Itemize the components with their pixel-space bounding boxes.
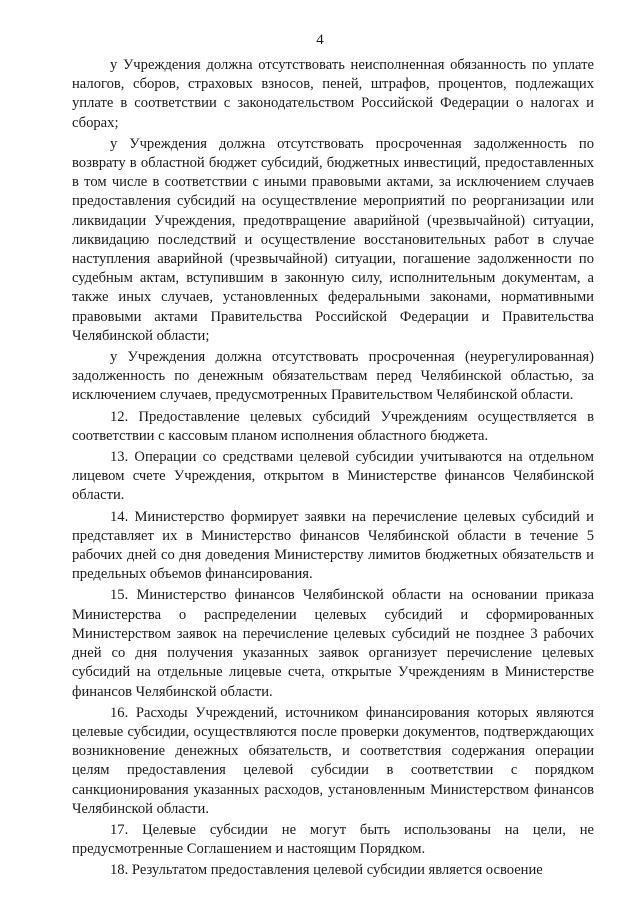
paragraph-15: 15. Министерство финансов Челябинской области на основании приказа Министерства о распределении целевых субсидий и сформированных Министерством заявок на перечисление целевых субсидий не позднее 3 рабочих дней со дня получения указанных заявок организует перечисление целевых субсидий на отдельные лицевые счета, открытые Учреждениям в Министерстве финансов Челябинской области.	[72, 587, 594, 700]
paragraph-17: 17. Целевые субсидии не могут быть использованы на цели, не предусмотренные Соглашением и настоящим Порядком.	[72, 821, 594, 858]
paragraph-16: 16. Расходы Учреждений, источником финансирования которых являются целевые субсидии, осуществляются после проверки документов, подтверждающих возникновение денежных обязательств, и соответствия содержания операции целям предоставления целевой субсидии в соответствии с порядком санкционирования указанных расходов, установленным Министерством финансов Челябинской области.	[72, 704, 594, 817]
page-number: 4	[316, 32, 324, 48]
paragraph-no-tax-debt: у Учреждения должна отсутствовать неисполненная обязанность по уплате налогов, сборов, страховых взносов, пеней, штрафов, процентов, подлежащих уплате в соответствии с законодательством Российской Федерации о налогах и сборах;	[72, 57, 594, 131]
document-body	[72, 56, 594, 881]
paragraph-12: 12. Предоставление целевых субсидий Учреждениям осуществляется в соответствии с кассовым планом исполнения областного бюджета.	[72, 408, 594, 444]
paragraph-no-subsidy-debt: у Учреждения должна отсутствовать просроченная задолженность по возврату в областной бюджет субсидий, бюджетных инвестиций, предоставленных в том числе в соответствии с иными правовыми актами, за исключением случаев предоставления субсидий на осуществление мероприятий по реорганизации или ликвидации Учреждения, предотвращение аварийной (чрезвычайной) ситуации, ликвидацию последствий и осуществление восстановительных работ в случае наступления аварийной (чрезвычайной) ситуации, погашение задолженности по судебным актам, вступившим в законную силу, исполнительным документам, а также иных случаев, установленных федеральными законами, нормативными правовыми актами Правительства Российской Федерации и Правительства Челябинской области;	[72, 135, 594, 344]
paragraph-13: 13. Операции со средствами целевой субсидии учитываются на отдельном лицевом счете Учреждения, открытом в Министерстве финансов Челябинской области.	[72, 449, 594, 504]
paragraph-14: 14. Министерство формирует заявки на перечисление целевых субсидий и представляет их в Министерство финансов Челябинской области в течение 5 рабочих дней со дня доведения Министерству лимитов бюджетных обязательств и предельных объемов финансирования.	[72, 508, 594, 583]
paragraph-18: 18. Результатом предоставления целевой субсидии является освоение	[110, 862, 543, 879]
paragraph-no-monetary-debt: у Учреждения должна отсутствовать просроченная (неурегулированная) задолженность по денежным обязательствам перед Челябинской областью, за исключением случаев, предусмотренных Правительством Челябинской области.	[72, 349, 594, 404]
